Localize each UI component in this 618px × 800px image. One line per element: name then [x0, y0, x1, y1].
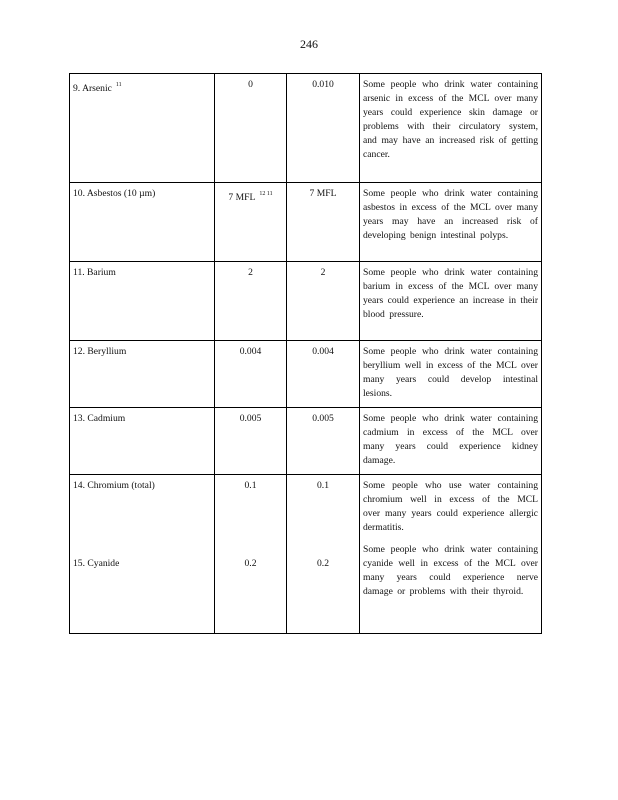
footnote-ref: 12 11 [259, 191, 273, 197]
health-effect: Some people who drink water containing barium in excess of the MCL over many years could experience an increase in their blood pressure. [360, 262, 542, 341]
health-effect: Some people who use water containing chromium well in excess of the MCL over many years could experience allergic dermatitis. [363, 480, 538, 533]
contaminant-name-cell [70, 475, 215, 634]
mcl-value: 0.004 [287, 341, 360, 408]
table-row [70, 475, 542, 634]
mclg-cell [215, 183, 287, 262]
contaminant-name: 11. Barium [70, 262, 215, 341]
health-effect: Some people who drink water containing cadmium in excess of the MCL over many years could experience kidney damage. [360, 408, 542, 475]
footnote-ref: 11 [115, 82, 122, 88]
mclg-value: 0.005 [215, 408, 287, 475]
table-row [70, 341, 542, 408]
mcl-cell [287, 475, 360, 634]
health-effect: Some people who drink water containing beryllium well in excess of the MCL over many years could develop intestinal lesions. [360, 341, 542, 408]
table-row [70, 262, 542, 341]
mclg-value: 7 MFL [228, 192, 256, 203]
contaminant-name: 14. Chromium (total) [73, 480, 155, 491]
health-effect: Some people who drink water containing arsenic in excess of the MCL over many years could experience skin damage or problems with their circulatory system, and may have an increased risk of getting cancer. [360, 74, 542, 183]
contaminant-name-cell [70, 74, 215, 183]
table-row [70, 183, 542, 262]
mclg-value: 0 [215, 74, 287, 183]
contaminant-name: 13. Cadmium [70, 408, 215, 475]
contaminant-name: 9. Arsenic [73, 83, 112, 94]
mcl-value: 0.010 [287, 74, 360, 183]
table-row [70, 408, 542, 475]
mcl-value: 0.2 [317, 558, 329, 569]
mcl-value: 2 [287, 262, 360, 341]
mclg-value: 2 [215, 262, 287, 341]
mclg-value: 0.1 [244, 480, 257, 491]
table-row [70, 74, 542, 183]
contaminant-table [69, 73, 542, 634]
contaminant-name: 10. Asbestos (10 µm) [70, 183, 215, 262]
page-number: 246 [300, 37, 318, 51]
mclg-cell [215, 475, 287, 634]
mcl-value: 0.005 [287, 408, 360, 475]
health-effect-cell [360, 475, 542, 634]
mcl-value: 7 MFL [287, 183, 360, 262]
health-effect: Some people who drink water containing asbestos in excess of the MCL over many years may have an increased risk of developing benign intestinal polyps. [360, 183, 542, 262]
health-effect: Some people who drink water containing cyanide well in excess of the MCL over many years could experience nerve damage or problems with their thyroid. [363, 544, 538, 597]
contaminant-name: 12. Beryllium [70, 341, 215, 408]
contaminant-name: 15. Cyanide [73, 558, 120, 569]
mclg-value: 0.004 [215, 341, 287, 408]
mcl-value: 0.1 [317, 480, 329, 491]
mclg-value: 0.2 [244, 558, 257, 569]
